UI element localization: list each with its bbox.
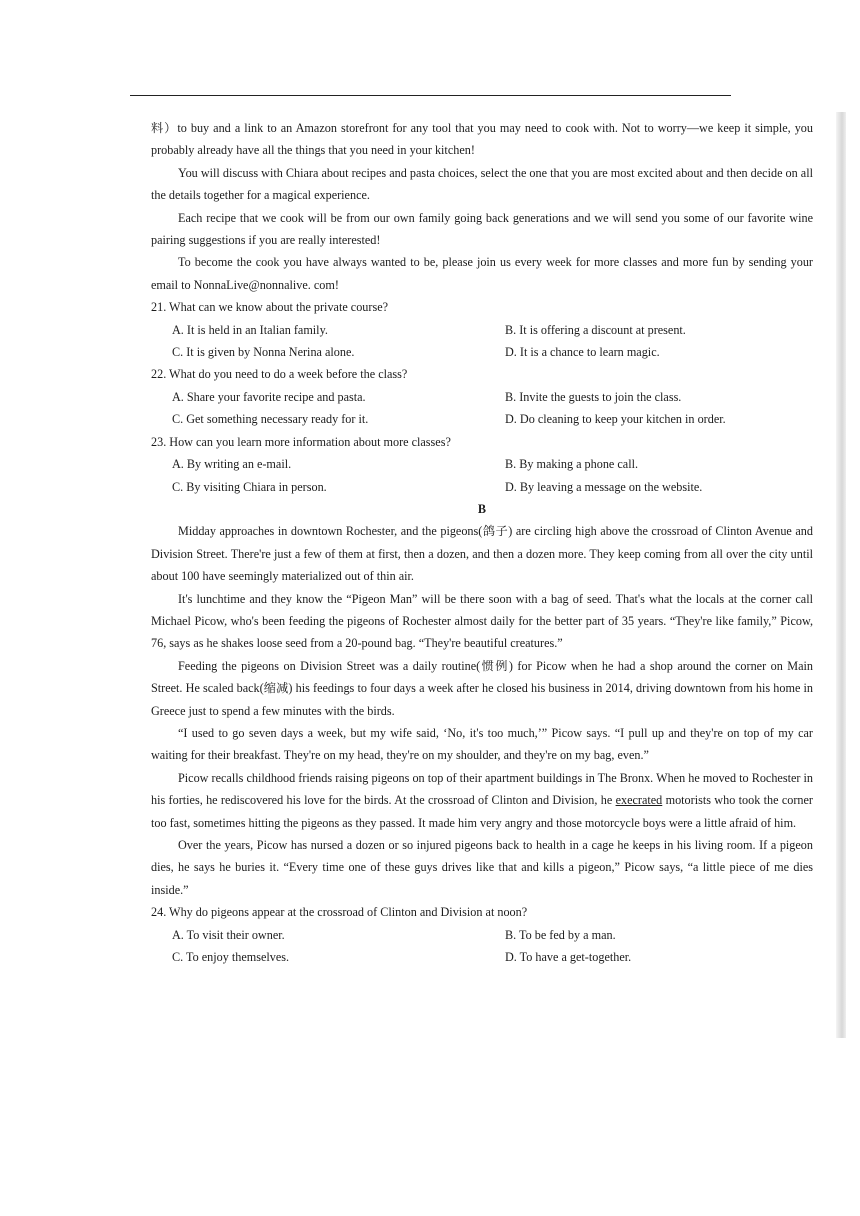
option-a: A. To visit their owner.	[172, 927, 285, 942]
options-row	[151, 319, 813, 341]
passage-b-paragraph	[151, 767, 813, 834]
header-rule	[130, 95, 731, 96]
question-21	[151, 296, 813, 363]
question-23	[151, 431, 813, 498]
option-d: D. To have a get-together.	[505, 950, 632, 965]
section-b-heading: B	[477, 501, 487, 516]
options-row	[151, 453, 813, 475]
options-row	[151, 946, 813, 968]
paragraph-text: motorists who took the corner too fast, sometimes hitting the pigeons as they passed. It made him very angry and those motorcycle boys were a little afraid of him.	[151, 793, 813, 830]
option-a: A. By writing an e-mail.	[172, 457, 292, 472]
passage-a-paragraph: 料）to buy and a link to an Amazon storefront for any tool that you may need to cook with. Not to worry—we keep it simple, you probably already have all the things that you need in your kitchen!	[151, 121, 813, 158]
question-stem: 23. How can you learn more information about more classes?	[151, 434, 451, 449]
passage-a-paragraph: To become the cook you have always wanted to be, please join us every week for more classes and more fun by sending your email to NonnaLive@nonnalive. com!	[151, 255, 813, 292]
scan-shadow-edge	[836, 112, 846, 1038]
question-stem: 24. Why do pigeons appear at the crossroad of Clinton and Division at noon?	[151, 905, 528, 920]
passage-b-paragraph: Over the years, Picow has nursed a dozen or so injured pigeons back to health in a cage he keeps in his living room. If a pigeon dies, he says he buries it. “Every time one of these guys drives like that and kills a pigeon,” Picow says, “a little piece of me dies inside.”	[151, 838, 813, 897]
option-d: D. Do cleaning to keep your kitchen in order.	[505, 412, 726, 427]
options-row	[151, 476, 813, 498]
option-c: C. Get something necessary ready for it.	[172, 412, 369, 427]
question-stem: 21. What can we know about the private course?	[151, 300, 389, 315]
options-row	[151, 341, 813, 363]
option-c: C. It is given by Nonna Nerina alone.	[172, 345, 355, 360]
option-a: A. It is held in an Italian family.	[172, 322, 328, 337]
passage-b-paragraph: It's lunchtime and they know the “Pigeon Man” will be there soon with a bag of seed. That's what the locals at the corner call Michael Picow, who's been feeding the pigeons of Rochester almost daily for the better part of 35 years. “They're like family,” Picow, 76, says as he shakes loose seed from a 20-pound bag. “They're beautiful creatures.”	[151, 591, 813, 651]
passage-b-paragraph: Midday approaches in downtown Rochester, and the pigeons(鸽子) are circling high above the crossroad of Clinton Avenue and Division Street. There're just a few of them at first, then a dozen, and then a dozen more. They keep coming from all over the city until about 100 have seemingly materialized out of thin air.	[151, 524, 813, 584]
options-row	[151, 408, 813, 430]
options-row	[151, 386, 813, 408]
question-24	[151, 901, 813, 968]
option-b: B. Invite the guests to join the class.	[505, 389, 682, 404]
passage-a-paragraph: Each recipe that we cook will be from our own family going back generations and we will send you some of our favorite wine pairing suggestions if you are really interested!	[151, 210, 813, 248]
option-d: D. By leaving a message on the website.	[505, 479, 703, 494]
question-stem: 22. What do you need to do a week before the class?	[151, 367, 408, 382]
option-b: B. By making a phone call.	[505, 457, 639, 472]
passage-a-paragraph: You will discuss with Chiara about recipes and pasta choices, select the one that you are most excited about and then decide on all the details together for a magical experience.	[151, 165, 813, 203]
passage-b-paragraph: “I used to go seven days a week, but my wife said, ‘No, it's too much,’” Picow says. “I pull up and they're on top of my car waiting for their breakfast. They're on my head, they're on my shoulder, and they're on my bag, even.”	[151, 725, 813, 763]
option-c: C. By visiting Chiara in person.	[172, 479, 327, 494]
passage-b-paragraph: Feeding the pigeons on Division Street was a daily routine(惯例) for Picow when he had a shop around the corner on Main Street. He scaled back(缩减) his feedings to four days a week after he closed his business in 2014, driving downtown from his home in Greece just to spend a few minutes with the birds.	[151, 658, 813, 718]
option-b: B. To be fed by a man.	[505, 927, 616, 942]
paragraph-text: Picow recalls childhood friends raising pigeons on top of their apartment buildings in The Bronx. When he moved to Rochester in his forties, he rediscovered his love for the birds. At the crossroad of Clinton and Division, he	[151, 770, 813, 808]
option-b: B. It is offering a discount at present.	[505, 322, 686, 337]
option-d: D. It is a chance to learn magic.	[505, 345, 660, 360]
option-c: C. To enjoy themselves.	[172, 950, 290, 965]
options-row	[151, 924, 813, 946]
exam-page	[151, 117, 813, 968]
question-22	[151, 363, 813, 430]
option-a: A. Share your favorite recipe and pasta.	[172, 389, 366, 404]
underlined-word: execrated	[615, 793, 663, 808]
